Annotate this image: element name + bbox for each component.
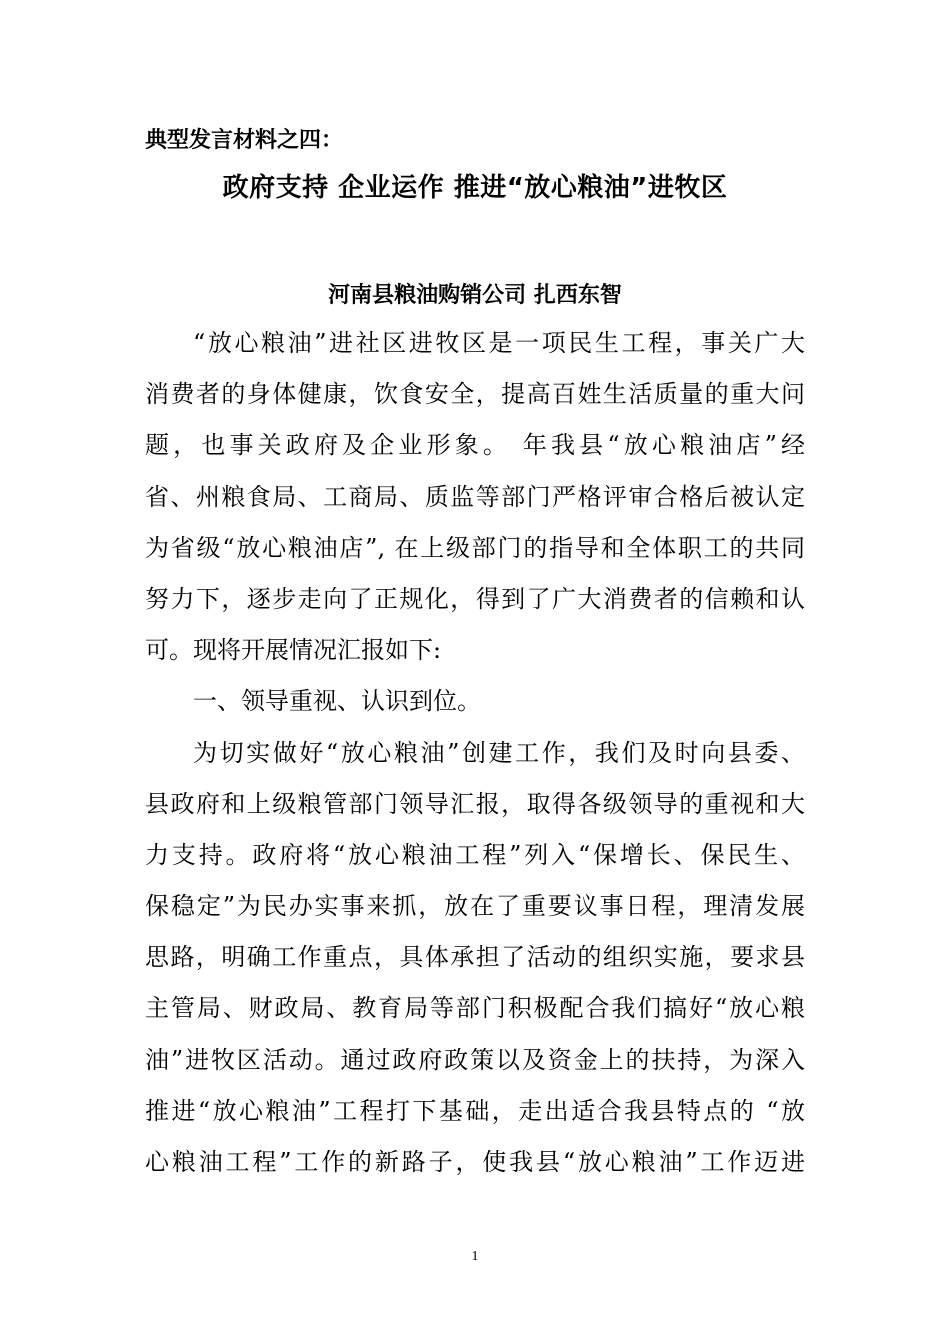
paragraph-3-line-2: 县政府和上级粮管部门领导汇报，取得各级领导的重视和大 [145,789,805,818]
page-number: 1 [471,1249,479,1264]
paragraph-3-line-8: 推进“放心粮油”工程打下基础，走出适合我县特点的 “放 [145,1096,805,1125]
paragraph-3-line-6: 主管局、财政局、教育局等部门积极配合我们搞好“放心粮 [145,994,805,1023]
series-label: 典型发言材料之四： [145,128,344,153]
author-line: 河南县粮油购销公司 扎西东智 [328,283,622,308]
paragraph-1-line-1: “放心粮油”进社区进牧区是一项民生工程，事关广大 [193,329,805,357]
paragraph-3-line-5: 思路，明确工作重点，具体承担了活动的组织实施，要求县 [145,943,805,972]
section-heading-1: 一、领导重视、认识到位。 [193,687,481,716]
paragraph-1-line-4: 省、州粮食局、工商局、质监等部门严格评审合格后被认定 [145,482,805,511]
paragraph-3-line-7: 油”进牧区活动。通过政府政策以及资金上的扶持，为深入 [145,1045,805,1074]
paragraph-3-line-9: 心粮油工程”工作的新路子，使我县“放心粮油”工作迈进 [145,1148,805,1176]
paragraph-1-line-5: 为省级“放心粮油店”, 在上级部门的指导和全体职工的共同 [145,533,805,562]
body-text [145,318,805,1188]
paragraph-1-line-6: 努力下，逐步走向了正规化，得到了广大消费者的信赖和认 [145,584,805,613]
paragraph-3-line-1: 为切实做好“放心粮油”创建工作，我们及时向县委、 [193,738,805,767]
paragraph-1-line-3: 题，也事关政府及企业形象。 年我县“放心粮油店”经 [145,431,805,460]
paragraph-1-line-2: 消费者的身体健康，饮食安全，提高百姓生活质量的重大问 [145,380,805,409]
document-title: 政府支持 企业运作 推进“放心粮油”进牧区 [222,173,728,203]
paragraph-3-line-3: 力支持。政府将“放心粮油工程”列入“保增长、保民生、 [145,840,805,869]
paragraph-1-line-7: 可。现将开展情况汇报如下: [145,636,442,665]
paragraph-3-line-4: 保稳定”为民办实事来抓，放在了重要议事日程，理清发展 [145,892,805,921]
